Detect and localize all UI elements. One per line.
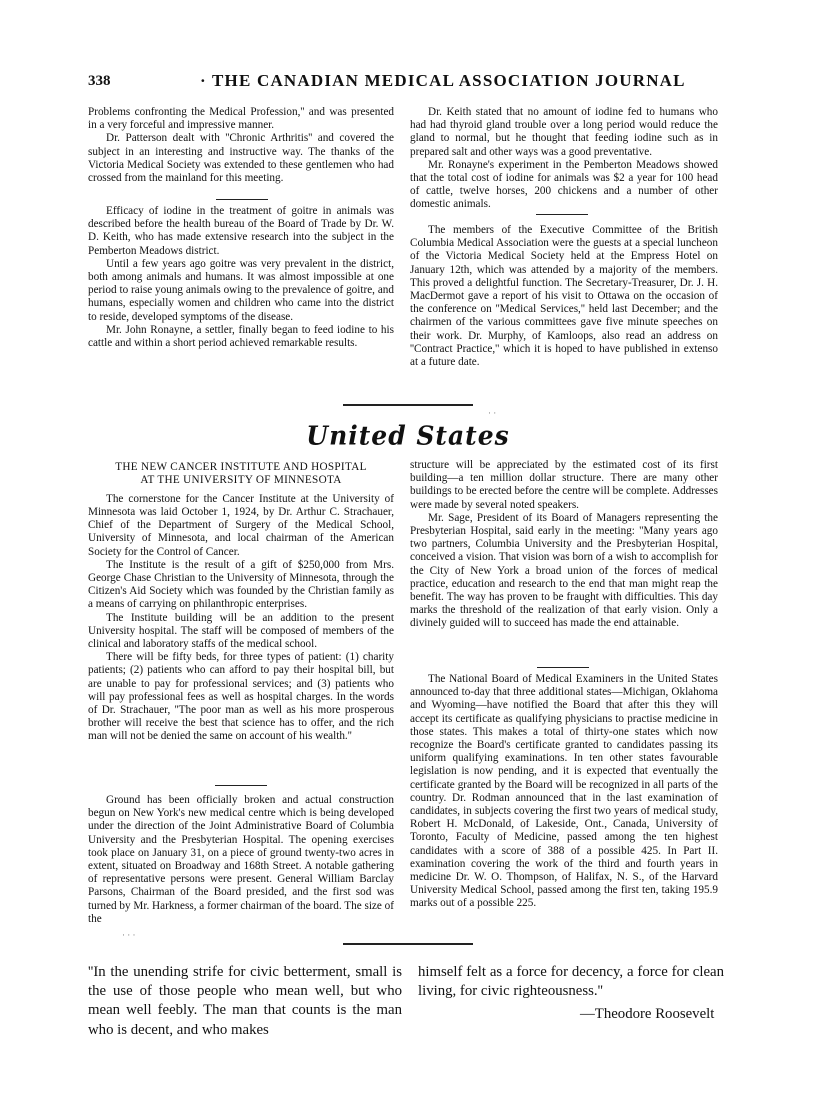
paragraph: The National Board of Medical Examiners in the United States announced to-day that three additional states—Michigan, Oklahoma and Wyoming—have notified the Board that after this they will accept its certificate as qualifying physicians to practise medicine in those states. This makes a total of thirty-one states which now recognize the Board's certificate granted to candidates passing its uniform qualifying examinations. In ten other states favourable legislation is now pending, and it is expected that eventually the certificate granted by the Board will be recognized in all parts of the country. Dr. Rodman announced that in the last examination of candidates, in subjects covering the first two years of medical study, Robert H. McDonald, of Lakeside, Ont., Canada, University of Toronto, Faculty of Medicine, passed among the ten highest candidates with a score of 388 of a possible 425. In Part II. examination covering the work of the third and fourth years in medicine Dr. W. O. Thompson, of Halifax, N. S., of the Harvard University Medical School, passed among the first ten, taking 195.9 marks out of a possible 225. — [410, 673, 718, 910]
upper-right-column-cont — [410, 224, 718, 369]
paragraph: structure will be appreciated by the estimated cost of its first building—a ten million dollar structure. There are many other buildings to be erected before the centre will be complete. Addresses were made by several noted speakers. — [410, 459, 718, 511]
print-speck: · · · — [122, 930, 136, 940]
paragraph: Dr. Patterson dealt with ''Chronic Arthritis'' and covered the subject in an interesting and instructive way. The thanks of the Victoria Medical Society was extended to these gentlemen who had crossed from the mainland for this meeting. — [88, 132, 394, 185]
upper-left-column-cont — [88, 205, 394, 350]
page-number: 338 — [88, 73, 111, 89]
paragraph: Efficacy of iodine in the treatment of goitre in animals was described before the health bureau of the Board of Trade by Dr. W. D. Keith, who has made extensive research into the subject in the Pemberton Meadows district. — [88, 205, 394, 257]
paragraph: The members of the Executive Committee of the British Columbia Medical Association were the guests at a special luncheon of the Victoria Medical Society held at the Empress Hotel on January 12th, which was attended by a majority of the members. This proved a delightful function. The Secretary-Treasurer, Dr. J. H. MacDermot gave a report of his visit to Ottawa on the occasion of the conference on ''Medical Services,'' held last December; and the chairmen of the various committees gave five minute speeches on their work. Dr. Murphy, of Kamloops, also read an address on ''Contract Practice,'' which it is hoped to have published in extenso at a future date. — [410, 224, 718, 369]
paragraph: Mr. John Ronayne, a settler, finally began to feed iodine to his cattle and within a short period achieved remarkable results. — [88, 323, 394, 350]
paragraph: Ground has been officially broken and actual construction begun on New York's new medical centre which is being developed under the direction of the Joint Administrative Board of Columbia University and the Presbyterian Hospital. The opening exercises took place on January 31, on a piece of ground twenty-two acres in extent, situated on Broadway and 168th Street. A notable gathering of representative persons were present. General William Barclay Parsons, Chairman of the Board presided, and the first sod was turned by Mr. Harkness, a former chairman of the board. The size of the — [88, 794, 394, 925]
short-divider — [536, 214, 588, 215]
lower-left-column — [88, 461, 394, 744]
quote-right-column — [418, 963, 724, 1001]
article-title-line-2: AT THE UNIVERSITY OF MINNESOTA — [140, 474, 342, 487]
paragraph: Problems confronting the Medical Profession,'' and was presented in a very forceful and impressive manner. — [88, 106, 394, 132]
paragraph: Mr. Sage, President of its Board of Managers representing the Presbyterian Hospital, said early in the meeting: ''Many years ago two partners, Columbia University and the Presbyterian Hospital, conceived a vision. That vision was born of a wish to accomplish for the City of New York a broad union of the forces of medical practice, education and research to the end that man might reap the benefit. The way has proven to be fraught with difficulties. This day marks the threshold of the realization of that early vision. Only a divinely guided will to succeed has made the end attainable. — [410, 511, 718, 630]
section-heading: United States — [306, 420, 510, 451]
short-divider — [216, 199, 268, 200]
upper-right-column — [410, 106, 718, 212]
journal-title: · THE CANADIAN MEDICAL ASSOCIATION JOURNAL — [200, 71, 686, 90]
quote-left-column — [88, 963, 402, 1040]
paragraph: The Institute is the result of a gift of $250,000 from Mrs. George Chase Christian to the University of Minnesota, through the Citizen's Aid Society which was founded by the Christian family as a means of carrying on philanthropic enterprises. — [88, 558, 394, 611]
paragraph: The Institute building will be an addition to the present University hospital. The staff will be composed of members of the clinical and laboratory staffs of the medical school. — [88, 611, 394, 651]
paragraph: Until a few years ago goitre was very prevalent in the district, both among animals and humans. It was almost impossible at one period to raise young animals owing to the prevalence of goitre, and humans, especially women and children who came into the district to reside, developed symptoms of the disease. — [88, 257, 394, 323]
article-title-line-1: THE NEW CANCER INSTITUTE AND HOSPITAL — [115, 461, 367, 473]
paragraph: The cornerstone for the Cancer Institute at the University of Minnesota was laid October 1, 1924, by Dr. Arthur C. Strachauer, Chief of the Department of Surgery of the Medical School, University of Minnesota, and local chairman of the American Society for the Control of Cancer. — [88, 492, 394, 558]
short-divider — [215, 785, 267, 786]
lower-right-column — [410, 459, 718, 631]
quote-text: ''In the unending strife for civic betterment, small is the use of those people who mean well, but who mean well feebly. The man that counts is the man who is decent, and who makes — [88, 964, 402, 1038]
paragraph: There will be fifty beds, for three types of patient: (1) charity patients; (2) patients who can afford to pay their hospital bill, but are unable to pay for professional services; and (3) patients who will pay professional fees as well as hospital charges. In the words of Dr. Strachauer, ''The poor man as well as his more prosperous brother will receive the best that science has to offer, and the rich man will not be denied the same on account of his wealth.'' — [88, 651, 394, 743]
quote-text-cont: himself felt as a force for decency, a force for clean living, for civic righteousness.'' — [418, 964, 724, 1000]
quote-divider — [343, 943, 473, 945]
short-divider — [537, 667, 589, 668]
upper-left-column — [88, 106, 394, 185]
print-speck: · · — [488, 408, 497, 418]
paragraph: Dr. Keith stated that no amount of iodine fed to humans who had had thyroid gland trouble over a long period would reduce the gland to normal, but he thought that feeding iodine such as in prepared salt and other ways was a good preventative. — [410, 106, 718, 158]
paragraph: Mr. Ronayne's experiment in the Pemberton Meadows showed that the total cost of iodine for animals was $2 a year for 100 head of cattle, twelve horses, 200 chickens and a number of other domestic animals. — [410, 158, 718, 211]
lower-left-column-cont — [88, 794, 394, 926]
lower-right-column-cont — [410, 673, 718, 911]
section-divider — [343, 404, 473, 406]
quote-attribution: —Theodore Roosevelt — [580, 1006, 715, 1022]
